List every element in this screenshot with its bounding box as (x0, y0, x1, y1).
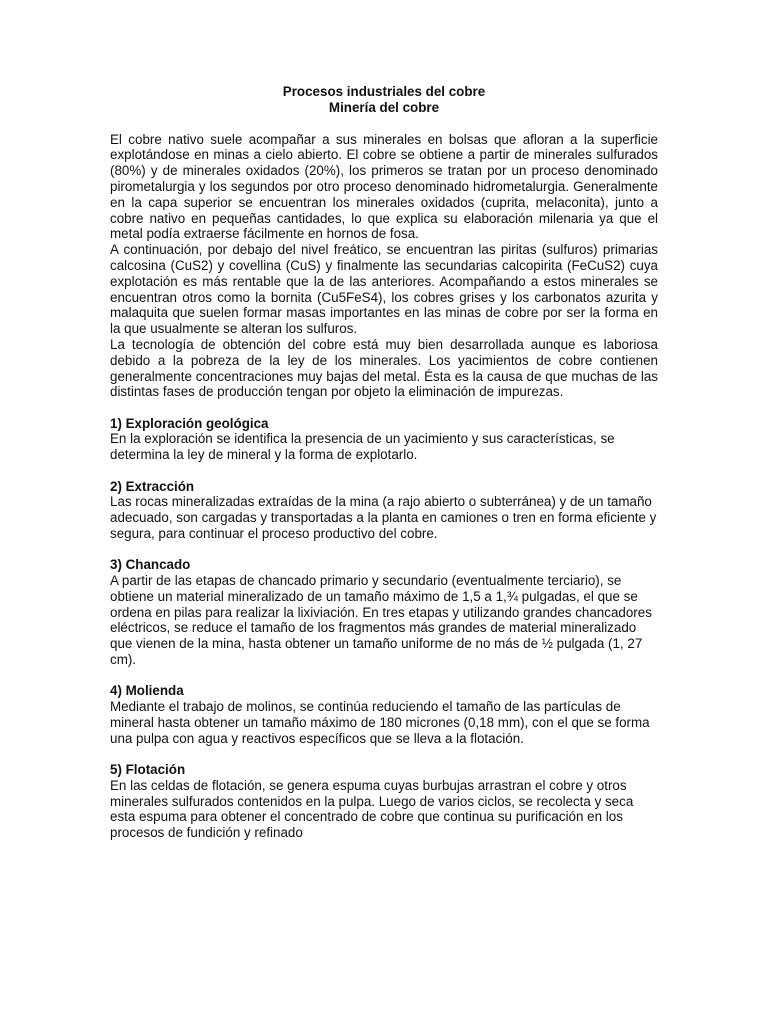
section-heading: 3) Chancado (110, 557, 191, 573)
intro-paragraph: La tecnología de obtención del cobre está muy bien desarrollada aunque es laboriosa debido a la pobreza de la ley de los minerales. Los yacimientos de cobre contienen generalmente concentraciones muy bajas del metal. Ésta es la causa de que muchas de las distintas fases de producción tengan por objeto la eliminación de impurezas. (110, 336, 658, 400)
document-title (110, 84, 658, 116)
section-body: Mediante el trabajo de molinos, se continúa reduciendo el tamaño de las partículas de mineral hasta obtener un tamaño máximo de 180 micrones (0,18 mm), con el que se forma una pulpa con agua y reactivos específicos que se lleva a la flotación. (110, 699, 650, 746)
section-heading: 4) Molienda (110, 683, 184, 699)
intro-paragraph: El cobre nativo suele acompañar a sus minerales en bolsas que afloran a la superficie explotándose en minas a cielo abierto. El cobre se obtiene a partir de minerales sulfurados (80%) y de minerales oxidados (20%), los primeros se tratan por un proceso denominado pirometalurgia y los segundos por otro proceso denominado hidrometalurgia. Generalmente en la capa superior se encuentran los minerales oxidados (cuprita, melaconita), junto a cobre nativo en pequeñas cantidades, lo que explica su elaboración milenaria ya que el metal podía extraerse fácilmente en hornos de fosa. (110, 131, 658, 242)
section-extraccion (110, 479, 658, 542)
title-line-2: Minería del cobre (328, 99, 440, 115)
title-line-1: Procesos industriales del cobre (282, 84, 486, 99)
section-chancado (110, 557, 658, 668)
section-heading: 2) Extracción (110, 478, 195, 494)
section-body: En las celdas de flotación, se genera espuma cuyas burbujas arrastran el cobre y otros minerales sulfurados contenidos en la pulpa. Luego de varios ciclos, se recolecta y seca esta espuma para obtener el concentrado de cobre que continua su purificación en los procesos de fundición y refinado (110, 777, 634, 841)
section-body: A partir de las etapas de chancado primario y secundario (eventualmente terciario), se obtiene un material mineralizado de un tamaño máximo de 1,5 a 1,¾ pulgadas, el que se ordena en pilas para realizar la lixiviación. En tres etapas y utilizando grandes chancadores eléctricos, se reduce el tamaño de los fragmentos más grandes de material mineralizado que vienen de la mina, hasta obtener un tamaño uniforme de no más de ½ pulgada (1, 27 cm). (110, 573, 652, 667)
section-heading: 5) Flotación (110, 761, 186, 777)
section-body: Las rocas mineralizadas extraídas de la mina (a rajo abierto o subterránea) y de un tamaño adecuado, son cargadas y transportadas a la planta en camiones o tren en forma eficiente y segura, para continuar el proceso productivo del cobre. (110, 494, 657, 541)
section-body: En la exploración se identifica la presencia de un yacimiento y sus características, se determina la ley de mineral y la forma de explotarlo. (110, 431, 615, 463)
document-page (110, 84, 658, 841)
intro-paragraph: A continuación, por debajo del nivel freático, se encuentran las piritas (sulfuros) primarias calcosina (CuS2) y covellina (CuS) y finalmente las secundarias calcopirita (FeCuS2) cuya explotación es más rentable que la de las anteriores. Acompañando a estos minerales se encuentran otros como la bornita (Cu5FeS4), los cobres grises y los carbonatos azurita y malaquita que suelen formar masas importantes en las minas de cobre por ser la forma en la que usualmente se alteran los sulfuros. (110, 242, 658, 337)
intro-section (110, 132, 658, 401)
section-flotacion (110, 762, 658, 841)
section-molienda (110, 683, 658, 746)
section-exploracion (110, 416, 658, 463)
section-heading: 1) Exploración geológica (110, 415, 269, 431)
